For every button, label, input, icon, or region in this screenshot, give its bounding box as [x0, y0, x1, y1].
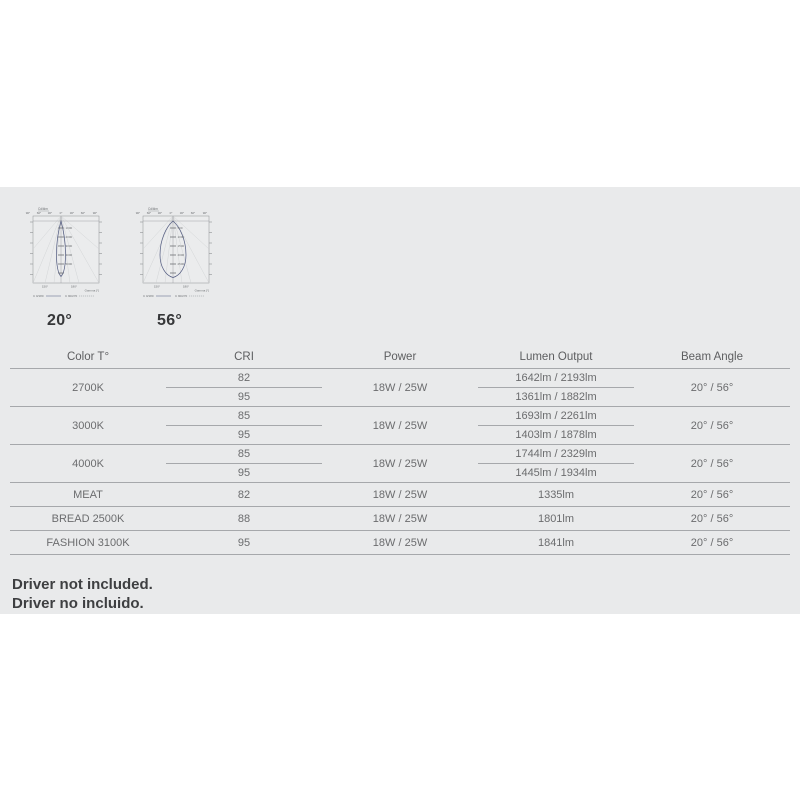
svg-text:180°: 180° [182, 284, 190, 289]
cell-color-t: 2700K [72, 381, 104, 394]
svg-text:C 90/270: C 90/270 [175, 294, 188, 298]
cell-power: 18W / 25W [372, 536, 428, 549]
svg-text:30°: 30° [179, 211, 185, 215]
cell-color-t: FASHION 3100K [46, 536, 130, 549]
table-row [10, 445, 790, 483]
svg-text:90°: 90° [202, 211, 208, 215]
bottom-angle-labels [154, 285, 190, 289]
cell-power: 18W / 25W [372, 512, 428, 525]
svg-text:2000: 2000 [65, 235, 73, 239]
svg-text:2500: 2500 [177, 262, 185, 266]
driver-note-es: Driver no incluido. [12, 595, 144, 612]
candela-distribution-chart-20 [21, 201, 116, 301]
photometric-diagrams [21, 201, 226, 330]
cell-beam-angle: 20° / 56° [690, 488, 734, 501]
svg-text:180°: 180° [70, 284, 78, 289]
svg-text:1500: 1500 [177, 244, 185, 248]
table-row [10, 407, 790, 445]
svg-text:60°: 60° [36, 211, 42, 215]
bottom-angle-labels [42, 285, 78, 289]
svg-text:C 0/180: C 0/180 [143, 294, 154, 298]
cell-power: 18W / 25W [372, 488, 428, 501]
gamma-axis-label: Gamma [°] [84, 288, 99, 293]
svg-text:1000: 1000 [65, 226, 73, 230]
svg-text:4000: 4000 [65, 253, 73, 257]
svg-text:1000: 1000 [177, 235, 185, 239]
table-row [10, 369, 790, 407]
svg-text:30°: 30° [157, 211, 163, 215]
gamma-axis-label: Gamma [°] [194, 288, 209, 293]
driver-note-en: Driver not included. [12, 576, 153, 593]
svg-text:5000: 5000 [65, 262, 73, 266]
candela-distribution-chart-56 [131, 201, 226, 301]
header-color-t: Color T° [66, 350, 110, 363]
svg-text:500: 500 [177, 226, 183, 230]
cell-cri: 82 [237, 488, 251, 501]
cell-beam-angle: 20° / 56° [690, 457, 734, 470]
svg-text:90°: 90° [92, 211, 98, 215]
right-axis-ticks [209, 222, 212, 275]
datasheet-gray-band [0, 187, 800, 614]
cell-lumen: 1693lm / 2261lm 1403lm / 1878lm [478, 407, 634, 444]
cell-lumen: 1335lm [537, 488, 575, 501]
cell-cri: 88 [237, 512, 251, 525]
svg-text:30°: 30° [69, 211, 75, 215]
cell-color-t: 4000K [72, 457, 104, 470]
svg-text:150°: 150° [41, 284, 49, 289]
cell-cri: 85 95 [166, 445, 322, 482]
svg-text:60°: 60° [190, 211, 196, 215]
svg-text:2000: 2000 [177, 253, 185, 257]
header-beam-angle: Beam Angle [680, 350, 743, 363]
svg-text:3000: 3000 [65, 244, 73, 248]
table-header-row [10, 345, 790, 369]
cell-beam-angle: 20° / 56° [690, 381, 734, 394]
spec-table [10, 345, 790, 555]
beam-angle-label-20: 20° [47, 312, 73, 329]
left-axis-ticks [30, 222, 33, 275]
curve-legend [143, 294, 204, 298]
chart-title: Cd/klm [38, 207, 48, 211]
svg-text:C 90/270: C 90/270 [65, 294, 78, 298]
table-row [10, 483, 790, 507]
svg-text:90°: 90° [135, 211, 141, 215]
svg-text:90°: 90° [25, 211, 31, 215]
cell-beam-angle: 20° / 56° [690, 536, 734, 549]
table-row [10, 531, 790, 555]
cell-lumen: 1642lm / 2193lm 1361lm / 1882lm [478, 369, 634, 406]
svg-text:0°: 0° [169, 211, 173, 215]
driver-notes [12, 575, 153, 613]
header-lumen-output: Lumen Output [519, 350, 593, 363]
svg-text:C 0/180: C 0/180 [33, 294, 44, 298]
header-cri: CRI [234, 350, 254, 363]
svg-text:60°: 60° [146, 211, 152, 215]
right-axis-ticks [99, 222, 102, 275]
cell-power: 18W / 25W [372, 419, 428, 432]
svg-text:0°: 0° [59, 211, 63, 215]
svg-text:60°: 60° [80, 211, 86, 215]
cell-cri: 95 [237, 536, 251, 549]
curve-legend [33, 294, 94, 298]
left-axis-ticks [140, 222, 143, 275]
beam-angle-label-56: 56° [157, 312, 183, 329]
cell-beam-angle: 20° / 56° [690, 512, 734, 525]
svg-text:30°: 30° [47, 211, 53, 215]
cell-beam-angle: 20° / 56° [690, 419, 734, 432]
top-angle-labels [26, 211, 98, 215]
cell-lumen: 1744lm / 2329lm 1445lm / 1934lm [478, 445, 634, 482]
photometric-diagram-20 [21, 201, 116, 330]
cell-power: 18W / 25W [372, 457, 428, 470]
cell-lumen: 1841lm [537, 536, 575, 549]
table-row [10, 507, 790, 531]
photometric-diagram-56 [131, 201, 226, 330]
cell-color-t: MEAT [73, 488, 103, 501]
header-power: Power [383, 350, 417, 363]
cell-cri: 85 95 [166, 407, 322, 444]
cell-cri: 82 95 [166, 369, 322, 406]
top-angle-labels [136, 211, 208, 215]
svg-text:150°: 150° [153, 284, 161, 289]
cell-color-t: BREAD 2500K [51, 512, 125, 525]
cell-power: 18W / 25W [372, 381, 428, 394]
cell-color-t: 3000K [72, 419, 104, 432]
chart-title: Cd/klm [148, 207, 158, 211]
cell-lumen: 1801lm [537, 512, 575, 525]
